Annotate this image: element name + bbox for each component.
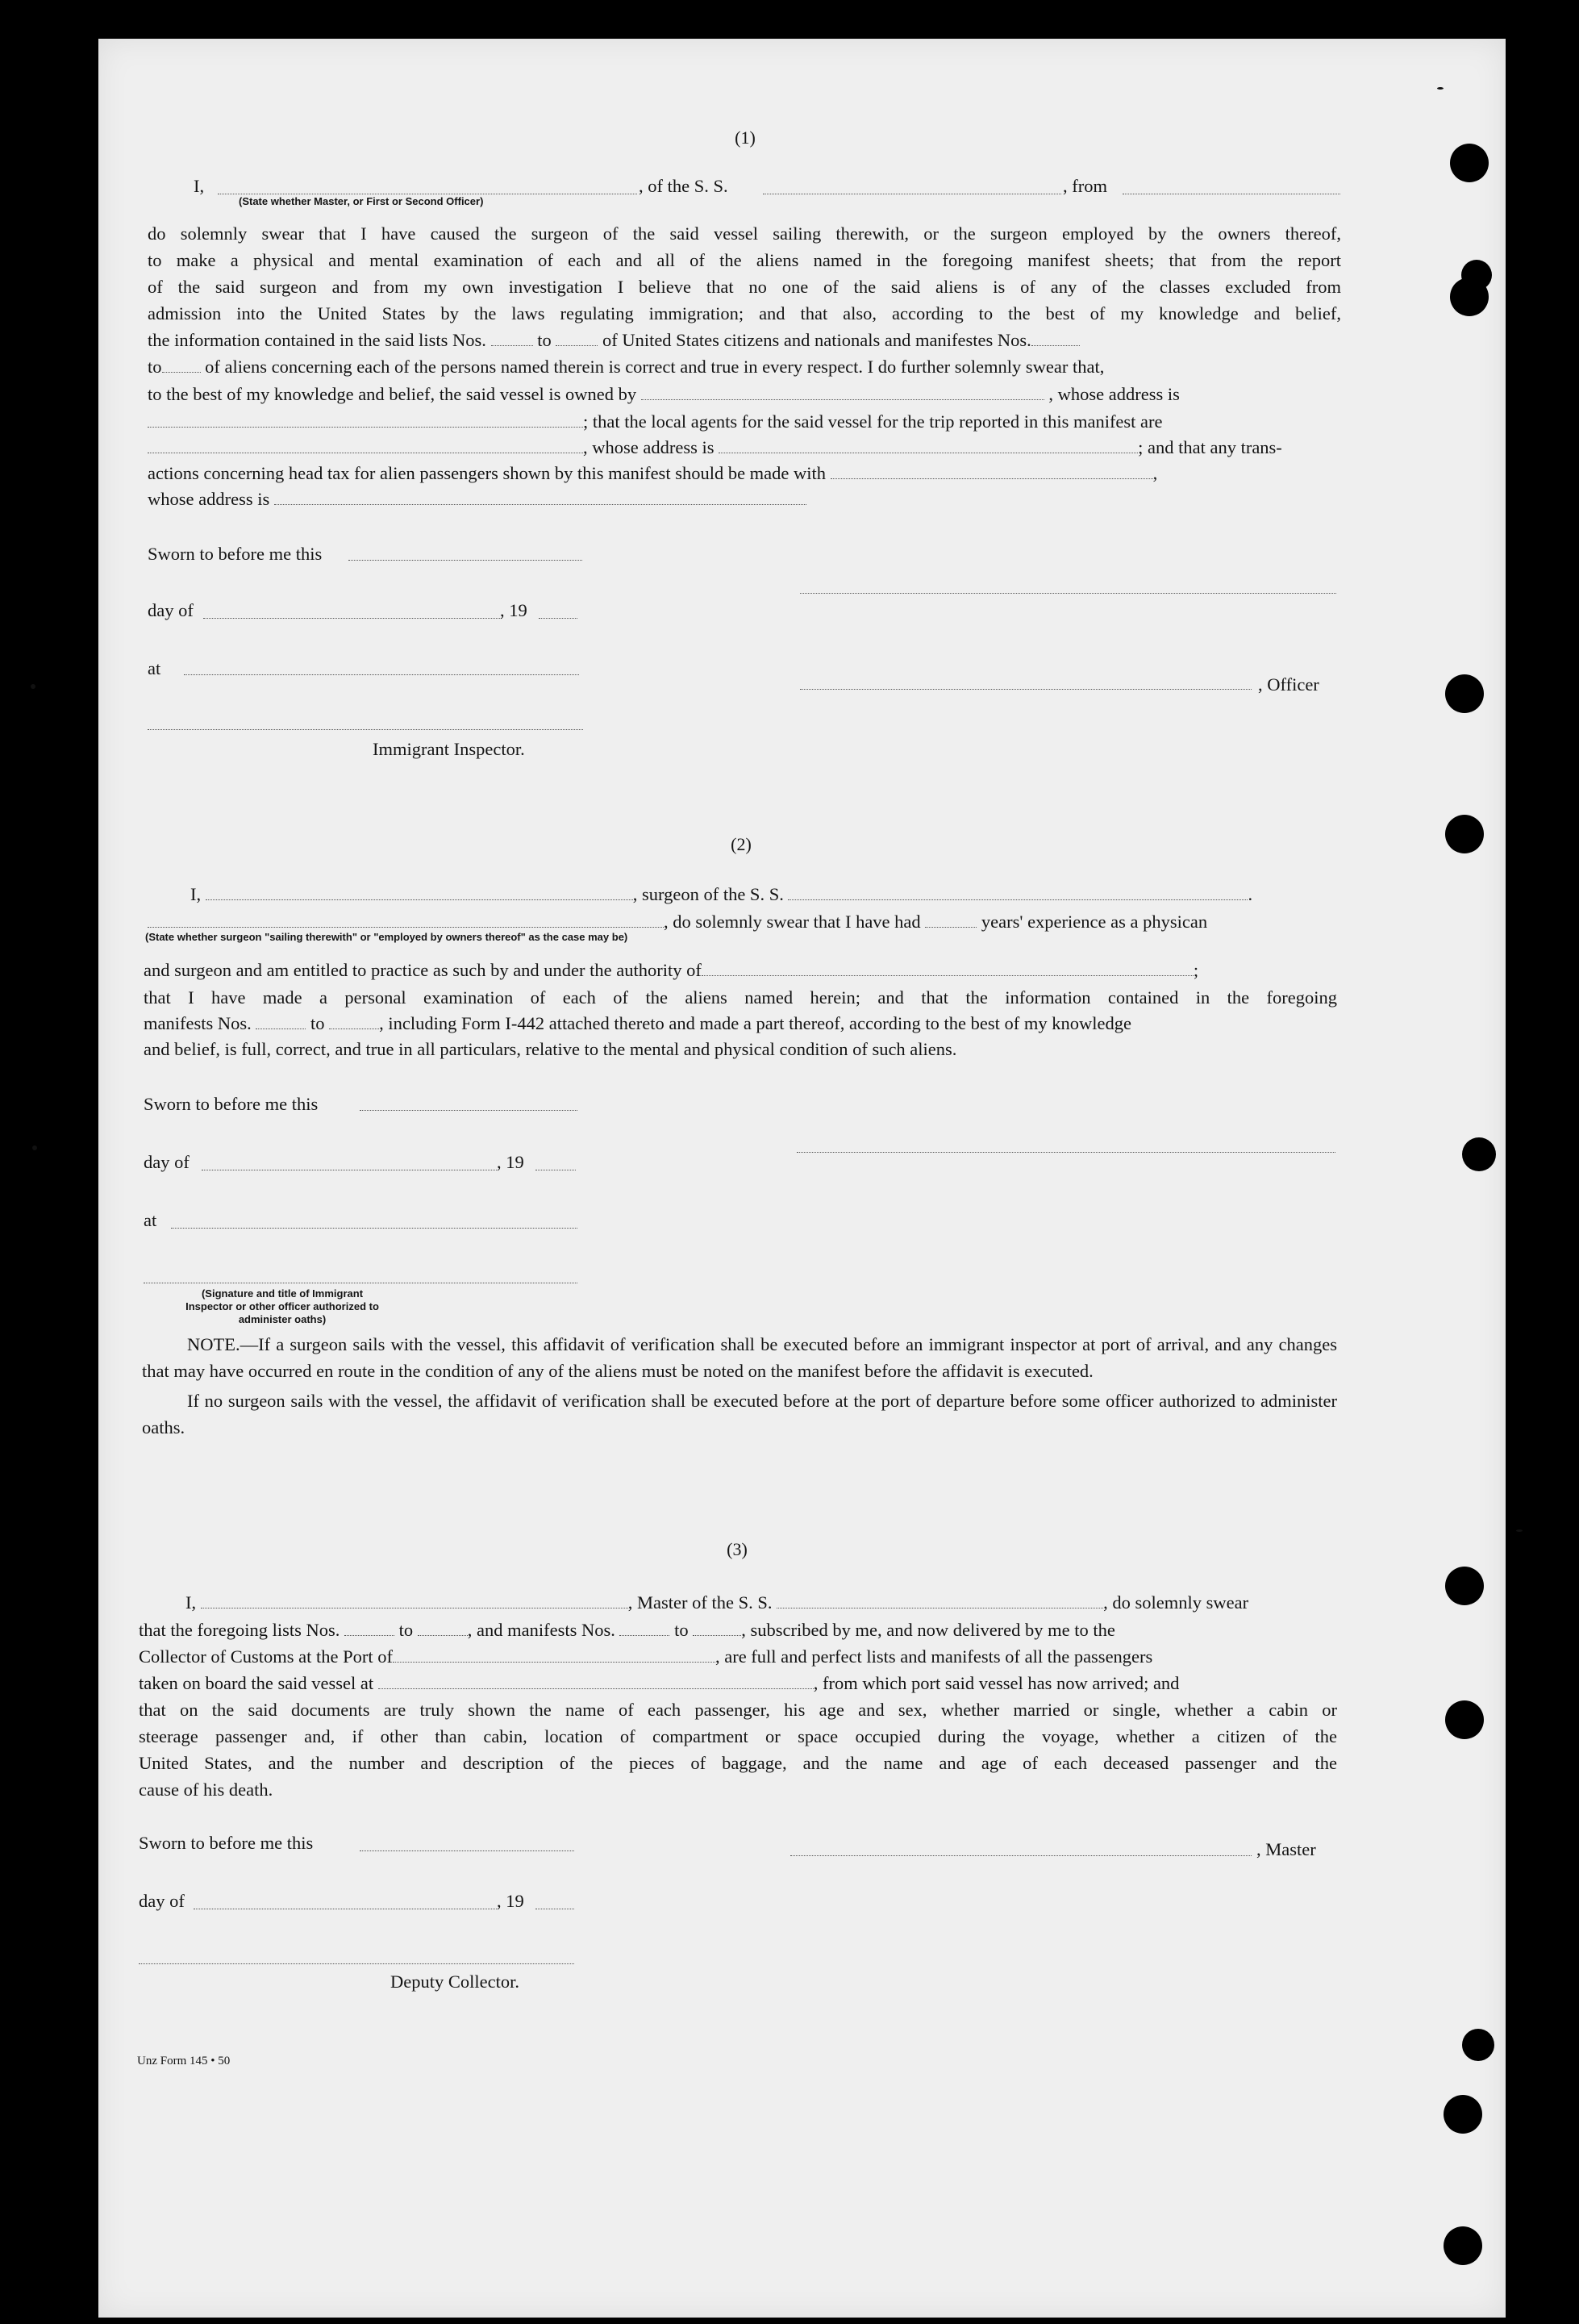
fill-day-of bbox=[203, 618, 502, 619]
section-3-number: (3) bbox=[727, 1539, 748, 1559]
sec1-line10: actions concerning head tax for alien passengers shown by this manifest should be made with , bbox=[148, 463, 1158, 483]
fill-surgeon-signature bbox=[797, 1152, 1335, 1153]
sec2-line4: that I have made a personal examination of each of the aliens named herein; and that the information contained in the foregoing bbox=[144, 987, 1337, 1008]
binder-hole bbox=[1445, 674, 1484, 713]
sec2-year: , 19 bbox=[497, 1152, 524, 1172]
sec1-from: , from bbox=[1063, 176, 1107, 196]
sec2-line2: , do solemnly swear that I have had years' experience as a physican bbox=[148, 908, 1341, 935]
sec1-line6: to of aliens concerning each of the persons named therein is correct and true in every respect. I do further solemnly swear that, bbox=[148, 357, 1105, 377]
sec2-sworn: Sworn to before me this bbox=[144, 1094, 319, 1114]
binder-hole bbox=[1444, 2226, 1482, 2265]
sec3-line2: that the foregoing lists Nos. to , and manifests Nos. to , subscribed by me, and now delivered by me to the bbox=[139, 1620, 1115, 1640]
fill-sworn-date bbox=[360, 1110, 577, 1111]
fill-year bbox=[539, 618, 577, 619]
section-2-number: (2) bbox=[731, 834, 752, 854]
fill-at-place bbox=[171, 1228, 577, 1229]
binder-hole bbox=[1444, 2095, 1482, 2134]
section-1-number: (1) bbox=[735, 127, 756, 148]
sec1-line9: , whose address is ; and that any trans- bbox=[148, 434, 1341, 461]
binder-hole bbox=[1445, 1567, 1484, 1605]
sec2-day-of: day of bbox=[144, 1152, 190, 1172]
binder-hole bbox=[1462, 1137, 1496, 1171]
sec3-deputy: Deputy Collector. bbox=[390, 1971, 519, 1992]
form-number: Unz Form 145 • 50 bbox=[137, 2055, 231, 2067]
fill-at-place bbox=[184, 674, 579, 675]
sec1-body: do solemnly swear that I have caused the surgeon of the said vessel sailing therewith, or the surgeon employed by the owners thereof, to make a physical and mental examination of each and all of the aliens named in the foregoing manifest sheets; that from the report of the said surgeon and from my own investigation I believe that no one of the said aliens is of any of the classes excluded from admission into the United States by the laws regulating immigration; and that also, according to the best of my knowledge and belief, bbox=[148, 223, 1341, 323]
sec3-body: that on the said documents are truly shown the name of each passenger, his age and sex, whether married or single, whether a cabin or steerage passenger and, if other than cabin, location of compartment or space occupied during the voyage, whether a citizen of the United States, and the number and description of the pieces of baggage, and the name and age of each deceased passenger and the cause of his death. bbox=[139, 1700, 1337, 1800]
speck bbox=[31, 684, 35, 689]
sec1-line5: the information contained in the said lists Nos. to of United States citizens and nationals and manifestes Nos. bbox=[148, 327, 1341, 353]
sec2-signature-note: (Signature and title of Immigrant Inspector or other officer authorized to administer oaths) bbox=[185, 1287, 379, 1325]
fill-signature bbox=[800, 593, 1336, 594]
fill-sworn-date bbox=[348, 560, 582, 561]
sec3-year: , 19 bbox=[497, 1891, 524, 1911]
speck bbox=[1516, 1529, 1523, 1532]
sec1-day-of: day of bbox=[148, 600, 194, 620]
fill-officer-signature bbox=[800, 689, 1252, 690]
sec1-of-ss: , of the S. S. bbox=[639, 176, 728, 196]
sec3-line3: Collector of Customs at the Port of , are full and perfect lists and manifests of all the passengers bbox=[139, 1646, 1153, 1667]
sec2-line3: and surgeon and am entitled to practice as such by and under the authority of ; bbox=[144, 960, 1199, 980]
sec1-inspector: Immigrant Inspector. bbox=[373, 739, 525, 759]
binder-hole bbox=[1445, 1700, 1484, 1739]
fill-master-signature bbox=[790, 1855, 1252, 1856]
sec2-note: NOTE.—If a surgeon sails with the vessel, this affidavit of verification shall be executed before an immigrant inspector at port of arrival, and any changes that may have occurred en route in the condition of any of the aliens must be noted on the manifest before the affidavit is executed. If no surgeon sails with the vessel, the affidavit of verification shall be executed before at the port of departure before some officer authorized to administer oaths. bbox=[142, 1334, 1337, 1437]
binder-hole bbox=[1445, 815, 1484, 853]
sec1-year: , 19 bbox=[500, 600, 527, 620]
sec1-rank-note: (State whether Master, or First or Second Officer) bbox=[239, 195, 484, 207]
sec1-officer: , Officer bbox=[1258, 674, 1319, 695]
sec3-line4: taken on board the said vessel at , from which port said vessel has now arrived; and bbox=[139, 1673, 1180, 1693]
fill-inspector-signature bbox=[148, 729, 583, 730]
sec2-surgeon-note: (State whether surgeon "sailing therewith" or "employed by owners thereof" as the case may be) bbox=[145, 931, 628, 943]
sec1-line11: whose address is bbox=[148, 486, 1341, 512]
sec1-sworn: Sworn to before me this bbox=[148, 544, 323, 564]
speck bbox=[32, 1145, 37, 1150]
sec1-line1: I, bbox=[194, 176, 205, 196]
sec3-line1: I, , Master of the S. S. , do solemnly swear bbox=[185, 1592, 1249, 1613]
sec3-day-of: day of bbox=[139, 1891, 185, 1911]
sec2-line5: manifests Nos. to , including Form I-442 attached thereto and made a part thereof, according to the best of my knowledge bbox=[144, 1013, 1131, 1033]
binder-hole bbox=[1450, 144, 1489, 182]
sec1-at: at bbox=[148, 658, 161, 678]
binder-hole bbox=[1462, 2029, 1494, 2061]
sec2-line6: and belief, is full, correct, and true in all particulars, relative to the mental and physical condition of such aliens. bbox=[144, 1039, 957, 1059]
binder-hole bbox=[1461, 260, 1492, 290]
fill-collector-signature bbox=[139, 1963, 574, 1964]
sec1-line7: to the best of my knowledge and belief, the said vessel is owned by , whose address is bbox=[148, 384, 1180, 404]
sec3-sworn: Sworn to before me this bbox=[139, 1833, 314, 1853]
sec2-at: at bbox=[144, 1210, 157, 1230]
fill-sworn-date bbox=[360, 1850, 574, 1851]
sec1-line8: ; that the local agents for the said vessel for the trip reported in this manifest are bbox=[148, 408, 1341, 435]
speck bbox=[1437, 87, 1444, 90]
sec3-master: , Master bbox=[1256, 1839, 1316, 1859]
sec2-line1: I, , surgeon of the S. S. . bbox=[190, 884, 1253, 904]
